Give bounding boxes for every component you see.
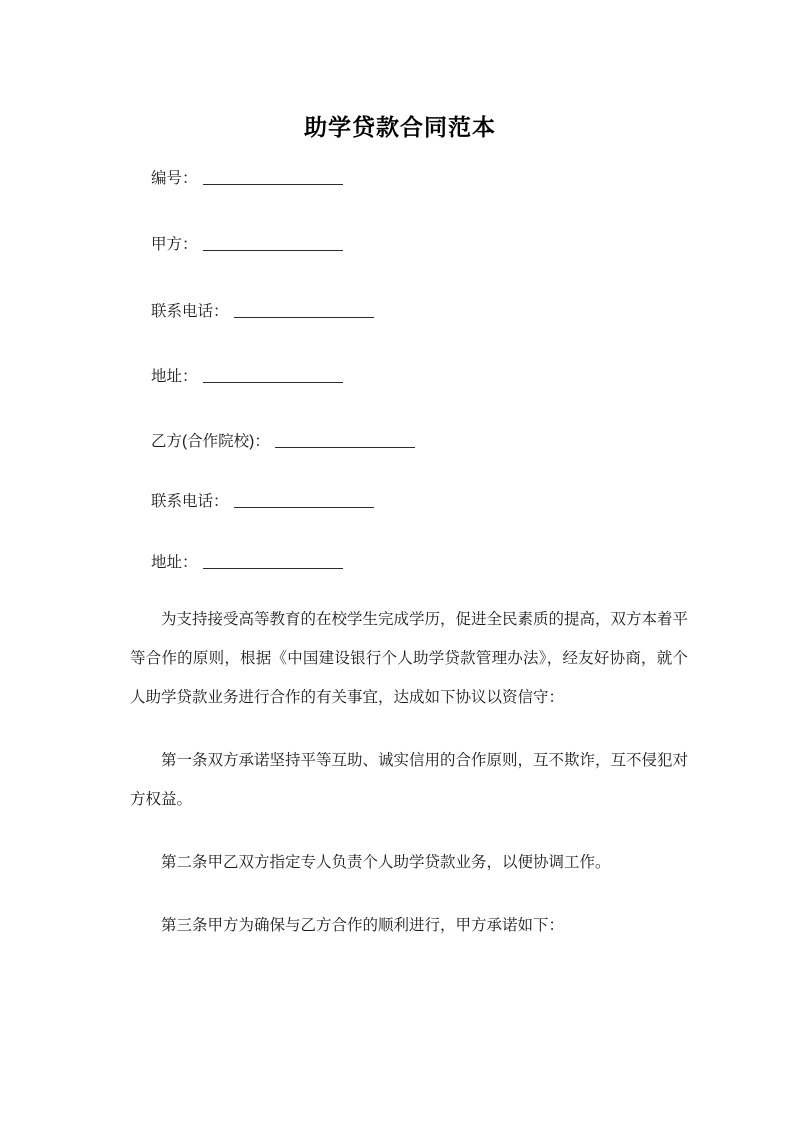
field-label-party-b: 乙方(合作院校)： <box>151 432 270 450</box>
field-row-party-b <box>151 431 711 453</box>
field-blank-party-b[interactable] <box>275 432 415 448</box>
field-blank-party-a[interactable] <box>203 236 343 252</box>
field-label-party-b-address: 地址： <box>151 553 198 571</box>
paragraph-article-2: 第二条甲乙双方指定专人负责个人助学贷款业务，以便协调工作。 <box>161 854 611 871</box>
field-label-serial-number: 编号： <box>151 170 198 187</box>
paragraph-article-1: 第一条双方承诺坚持平等互助、诚实信用的合作原则，互不欺诈，互不侵犯对方权益。 <box>130 752 689 808</box>
field-blank-serial-number[interactable] <box>203 169 343 185</box>
field-blank-party-a-phone[interactable] <box>234 302 374 318</box>
paragraph-preamble: 为支持接受高等教育的在校学生完成学历，促进全民素质的提高，双方本着平等合作的原则，根据《中国建设银行个人助学贷款管理办法》，经友好协商，就个人助学贷款业务进行合作的有关事宜，达成如下协议以资信守： <box>130 611 689 706</box>
field-blank-party-a-address[interactable] <box>203 368 343 384</box>
contract-body <box>130 600 688 945</box>
paragraph-article-3: 第三条甲方为确保与乙方合作的顺利进行，甲方承诺如下： <box>161 917 565 934</box>
field-row-party-a <box>151 234 711 256</box>
field-blank-party-b-address[interactable] <box>203 553 343 569</box>
field-row-party-a-phone <box>151 301 711 323</box>
field-row-party-b-address <box>151 552 711 574</box>
field-row-party-a-address <box>151 366 711 388</box>
page-title: 助学贷款合同范本 <box>304 114 496 141</box>
field-label-party-b-phone: 联系电话： <box>151 493 229 511</box>
field-row-party-b-phone <box>151 491 711 513</box>
contract-party-fields <box>151 168 711 574</box>
field-label-party-a-address: 地址： <box>151 368 198 386</box>
field-label-party-a: 甲方： <box>151 236 198 254</box>
field-row-serial-number <box>151 168 711 190</box>
field-blank-party-b-phone[interactable] <box>234 493 374 509</box>
field-label-party-a-phone: 联系电话： <box>151 302 229 320</box>
